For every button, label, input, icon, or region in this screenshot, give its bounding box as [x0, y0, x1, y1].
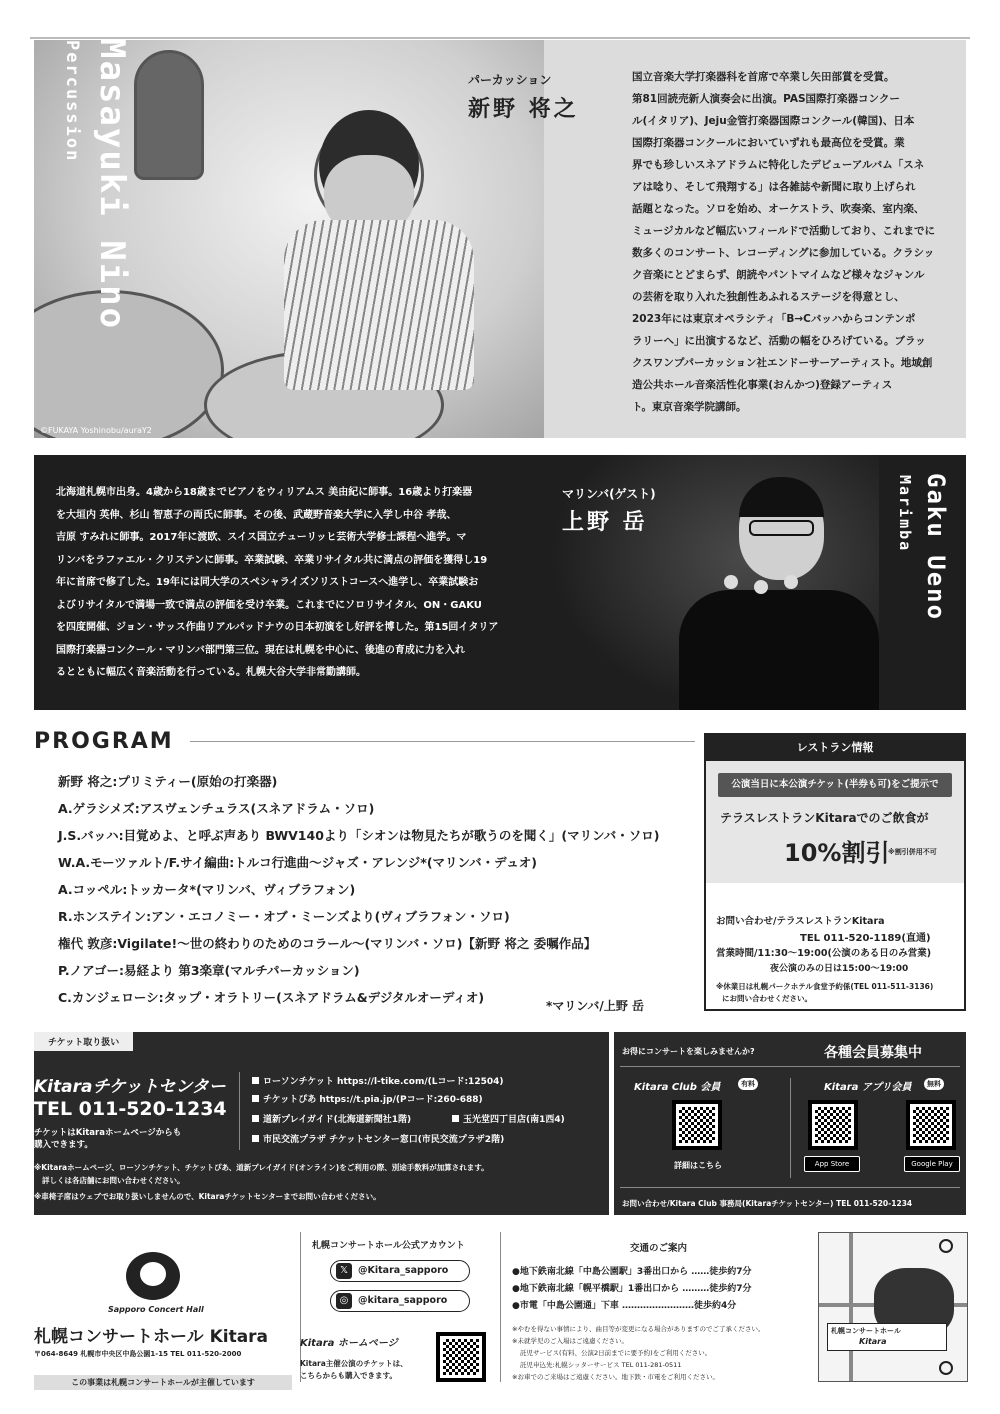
- ticket-section: [34, 1032, 609, 1215]
- restaurant-holiday-note: ※休業日は札幌パークホテル食堂予約係(TEL 011-511-3136): [716, 982, 934, 991]
- ueno-bio-line: よびリサイタルで満場一致で満点の評価を受け卒業。これまでにソロリサイタル、ON・GAKU: [56, 599, 482, 611]
- ueno-bio-line: を大垣内 英伸、杉山 智恵子の両氏に師事。その後、武蔵野音楽大学に入学し中谷 孝哉、: [56, 509, 457, 521]
- nino-bio-line: 造公共ホール音楽活性化事業(おんかつ)登録アーティス: [632, 379, 893, 391]
- nino-bio-line: 界でも珍しいスネアドラムに特化したデビューアルバム「スネ: [632, 159, 925, 171]
- nino-bio-line: の芸術を取り入れた独創性あふれるステージを得意とし、: [632, 291, 905, 303]
- instagram-account[interactable]: @kitara_sapporo: [358, 1295, 448, 1306]
- nino-bio: [632, 66, 954, 418]
- google-play-badge[interactable]: Google Play: [904, 1156, 960, 1172]
- outlet-pia-text: チケットぴあ https://t.pia.jp/(Pコード:260-688): [263, 1095, 483, 1105]
- nino-instrument-en: Percussion: [62, 40, 82, 163]
- ueno-bio-line: 年に首席で修了した。19年には同大学のスペシャライズソリストコースへ進学し、卒業試験お: [56, 577, 479, 588]
- nino-name-en: Masayuki Nino: [92, 38, 132, 331]
- club-contact: お問い合わせ/Kitara Club 事務局(Kitaraチケットセンター) TEL 011-520-1234: [622, 1199, 913, 1208]
- ticket-center-tel: TEL 011-520-1234: [34, 1098, 227, 1120]
- ticket-divider: [239, 1072, 240, 1150]
- restaurant-discount-note: ※割引併用不可: [888, 848, 937, 856]
- x-account[interactable]: @Kitara_sapporo: [358, 1265, 449, 1276]
- access-note: ※お車でのご来場はご遠慮ください。地下鉄・市電をご利用ください。: [512, 1373, 719, 1381]
- nino-bio-line: ク音楽にとどまらず、朗読やパントマイムなど様々なジャンル: [632, 269, 925, 281]
- homepage-qr-code[interactable]: [440, 1336, 482, 1378]
- ueno-bio-line: 吉原 すみれに師事。2017年に渡欧、スイス国立チューリッヒ芸術大学修士課程へ進学。マ: [56, 532, 467, 543]
- footer-divider-2: [500, 1232, 501, 1382]
- membership-rule-bottom: [620, 1187, 960, 1188]
- person-hair: [739, 477, 824, 517]
- subway-icon: [939, 1361, 953, 1375]
- restaurant-offer-bar: 公演当日に本公演チケット(半券も可)をご提示で: [718, 773, 952, 797]
- restaurant-contact: お問い合わせ/テラスレストランKitara: [716, 916, 885, 927]
- ueno-instrument-en: Marimba: [896, 475, 914, 553]
- nino-bio-line: 第81回読売新人演奏会に出演。PAS国際打楽器コンクー: [632, 93, 900, 105]
- access-route: ●地下鉄南北線「幌平橋駅」1番出口から ………徒歩約7分: [512, 1284, 752, 1294]
- ticket-tab: チケット取り扱い: [34, 1032, 133, 1051]
- sns-title: 札幌コンサートホール公式アカウント: [312, 1241, 465, 1251]
- membership-divider: [790, 1078, 791, 1178]
- restaurant-offer: [706, 761, 964, 883]
- nino-bio-line: 話題となった。ソロを始め、オーケストラ、吹奏楽、室内楽、: [632, 203, 925, 215]
- program-item: R.ホンステイン:アン・エコノミー・オブ・ミーンズより(ヴィブラフォン・ソロ): [58, 909, 510, 924]
- bullet-icon: [252, 1135, 259, 1142]
- organizer-note: この事業は札幌コンサートホールが主催しています: [34, 1375, 292, 1390]
- bullet-icon: [252, 1095, 259, 1102]
- top-rule: [30, 37, 970, 39]
- nino-bio-line: 2023年には東京オペラシティ「B→Cバッハからコンテンポ: [632, 313, 916, 325]
- instagram-icon: ◎: [336, 1293, 352, 1309]
- access-note: 託児サービス(有料、公演2日前までに要予約)をご利用ください。: [520, 1349, 712, 1357]
- map-hall-label-2: Kitara: [859, 1337, 887, 1346]
- glasses-icon: [749, 520, 814, 536]
- homepage-note: Kitara主催公演のチケットは、: [300, 1359, 408, 1368]
- mallet-icon: [784, 575, 798, 589]
- access-route: ●地下鉄南北線「中島公園駅」3番出口から ……徒歩約7分: [512, 1267, 752, 1277]
- restaurant-holiday-note-2: にお問い合わせください。: [722, 994, 812, 1003]
- ueno-bio-line: 北海道札幌市出身。4歳から18歳までピアノをウィリアムス 美由紀に師事。16歳より打楽器: [56, 487, 473, 498]
- restaurant-hours: 営業時間/11:30～19:00(公演のある日のみ営業): [716, 948, 932, 959]
- restaurant-hours-evening: 夜公演のみの日は15:00～19:00: [770, 964, 909, 974]
- nino-bio-line: クスワンプパーカッション社エンドーサーアーティスト。地域創: [632, 357, 933, 369]
- access-title: 交通のご案内: [630, 1243, 688, 1254]
- outlet-plaza: [252, 1132, 504, 1145]
- membership-section: [614, 1032, 966, 1215]
- program-item: 新野 将之:プリミティー(原始の打楽器): [58, 774, 278, 789]
- nino-bio-line: ラリーへ」に出演するなど、活動の幅をひろげている。ブラッ: [632, 335, 926, 347]
- membership-rule: [620, 1066, 960, 1067]
- program-item: C.カンジェローシ:タップ・オラトリー(スネアドラム&デジタルオーディオ): [58, 990, 485, 1005]
- hall-address: 〒064-8649 札幌市中央区中島公園1-15 TEL 011-520-2000: [34, 1350, 242, 1358]
- person-shirt: [284, 220, 474, 390]
- app-ios-qr-code[interactable]: [812, 1104, 854, 1146]
- ueno-bio-line: 国際打楽器コンクール・マリンバ部門第三位。現在は札幌を中心に、後進の育成に力を入れ: [56, 644, 465, 656]
- nino-section: [34, 40, 966, 438]
- ticket-fee-note: ※Kitaraホームページ、ローソンチケット、チケットぴあ、道新プレイガイド(オンライン)をご利用の際、別途手数料が加算されます。: [34, 1163, 489, 1172]
- program-rule: [190, 741, 695, 742]
- club-details-link[interactable]: 詳細はこちら: [674, 1161, 722, 1170]
- mallet-icon: [724, 575, 738, 589]
- program-item: P.ノアゴー:易経より 第3楽章(マルチパーカッション): [58, 963, 360, 978]
- ueno-bio-line: を四度開催、ジョン・サッス作曲リアルパッドナウの日本初演をし好評を博した。第15回イタリア: [56, 622, 499, 633]
- access-route: ●市電「中島公園通」下車 ……………………徒歩約4分: [512, 1301, 737, 1311]
- program-item: W.A.モーツァルト/F.サイ編曲:トルコ行進曲～ジャズ・アレンジ*(マリンバ・デュオ): [58, 855, 538, 870]
- nino-bio-line: 数多くのコンサート、レコーディングに参加している。クラシッ: [632, 247, 935, 259]
- program-item: A.ゲラシメズ:アスヴェンチュラス(スネアドラム・ソロ): [58, 801, 375, 816]
- homepage-label: Kitara ホームページ: [300, 1338, 398, 1349]
- bullet-icon: [252, 1115, 259, 1122]
- club-qr-code[interactable]: [676, 1104, 718, 1146]
- outlet-doshin: [252, 1112, 411, 1125]
- map-hall-label: 札幌コンサートホール: [831, 1327, 901, 1335]
- restaurant-header: レストラン情報: [706, 735, 964, 761]
- person-shirt: [679, 590, 879, 710]
- nino-bio-line: 国際打楽器コンクールにおいていずれも最高位を受賞。業: [632, 137, 905, 149]
- outlet-gyokkodo-text: 玉光堂四丁目店(南1西4): [463, 1115, 565, 1125]
- restaurant-tel: TEL 011-520-1189(直通): [800, 933, 931, 944]
- nino-bio-line: ル(イタリア)、Jeju金管打楽器国際コンクール(韓国)、日本: [632, 115, 915, 127]
- nino-bio-line: アは唸り、そして飛翔する」は各雑誌や新聞に取り上げられ: [632, 181, 916, 193]
- outlet-lawson-text: ローソンチケット https://l-tike.com/(Lコード:12504): [263, 1077, 504, 1087]
- ueno-name-en: Gaku Ueno: [922, 473, 950, 622]
- ueno-bio: [56, 482, 526, 685]
- nino-bio-line: ミュージカルなど幅広いフィールドで活動しており、これまでに: [632, 225, 936, 237]
- kitara-logo-inner: [140, 1262, 166, 1286]
- ueno-bio-line: リンバをラファエル・クリステンに師事。卒業試験、卒業リサイタル共に満点の評価を獲得し19: [56, 554, 488, 566]
- outlet-plaza-text: 市民交流プラザ チケットセンター窓口(市民交流プラザ2階): [263, 1135, 505, 1145]
- mallet-icon: [754, 580, 768, 594]
- ticket-center-name: Kitaraチケットセンター: [34, 1077, 226, 1097]
- ueno-role: マリンバ(ゲスト): [562, 487, 656, 501]
- photo-credit: ©FUKAYA Yoshinobu/auraY2: [40, 426, 152, 435]
- homepage-note-2: こちらからも購入できます。: [300, 1371, 397, 1380]
- membership-lead: お得にコンサートを楽しみませんか?: [622, 1047, 755, 1056]
- ueno-section: [34, 455, 966, 710]
- access-note: 託児申込先:札幌シッターサービス TEL 011-281-0511: [520, 1361, 682, 1369]
- restaurant-discount: 10%割引: [784, 839, 890, 867]
- bullet-icon: [452, 1115, 459, 1122]
- access-note: ※やむを得ない事情により、曲目等が変更になる場合がありますのでご了承ください。: [512, 1325, 765, 1333]
- access-map: [818, 1232, 968, 1382]
- bullet-icon: [252, 1077, 259, 1084]
- outlet-gyokkodo: [452, 1112, 565, 1125]
- app-android-qr-code[interactable]: [910, 1104, 952, 1146]
- restaurant-offer-line: テラスレストランKitaraでのご飲食が: [720, 811, 929, 825]
- outlet-lawson: [252, 1074, 503, 1087]
- restaurant-box: [704, 733, 966, 1011]
- program-item: A.コッペル:トッカータ*(マリンバ、ヴィブラフォン): [58, 882, 356, 897]
- app-member-label: Kitara アプリ会員: [824, 1082, 912, 1093]
- access-note: ※未就学児のご入場はご遠慮ください。: [512, 1337, 628, 1345]
- app-member-tag: 無料: [924, 1078, 944, 1090]
- map-road: [849, 1233, 853, 1382]
- ueno-bio-line: るとともに幅広く音楽活動を行っている。札幌大谷大学非常勤講師。: [56, 667, 366, 678]
- hall-name-en: Sapporo Concert Hall: [108, 1305, 204, 1314]
- hall-name-jp: 札幌コンサートホール Kitara: [34, 1327, 269, 1347]
- subway-icon: [939, 1239, 953, 1253]
- nino-bio-line: ト。東京音楽学院講師。: [632, 401, 747, 413]
- membership-title: 各種会員募集中: [824, 1045, 922, 1061]
- program-item: J.S.バッハ:目覚めよ、と呼ぶ声あり BWV140より「シオンは物見たちが歌うのを聞く」(マリンバ・ソロ): [58, 828, 660, 843]
- x-icon: 𝕏: [336, 1263, 352, 1279]
- program-item: 権代 敦彦:Vigilate!～世の終わりのためのコラール～(マリンバ・ソロ)【新野 将之 委嘱作品】: [58, 936, 597, 951]
- nino-name-jp: 新野 将之: [468, 97, 579, 122]
- ticket-fee-note-2: 詳しくは各店舗にお問い合わせください。: [42, 1176, 185, 1185]
- nino-role: パーカッション: [468, 73, 552, 87]
- app-store-badge[interactable]: App Store: [804, 1156, 860, 1172]
- ticket-web-note-2: 購入できます。: [34, 1140, 93, 1150]
- club-member-tag: 有料: [738, 1078, 758, 1090]
- ticket-web-note: チケットはKitaraホームページからも: [34, 1128, 182, 1138]
- outlet-pia: [252, 1092, 483, 1105]
- outlet-doshin-text: 道新プレイガイド(北海道新聞社1階): [263, 1115, 412, 1125]
- ueno-name-jp: 上野 岳: [562, 510, 648, 535]
- djembe-illustration: [134, 50, 204, 180]
- club-member-label: Kitara Club 会員: [634, 1082, 721, 1093]
- program-title: PROGRAM: [34, 729, 174, 754]
- nino-bio-line: 国立音楽大学打楽器科を首席で卒業し矢田部賞を受賞。: [632, 71, 895, 83]
- ticket-wheelchair-note: ※車椅子席はウェブでお取り扱いしませんので、Kitaraチケットセンターまでお問い合わせください。: [34, 1192, 381, 1201]
- program-note: *マリンバ/上野 岳: [546, 999, 644, 1013]
